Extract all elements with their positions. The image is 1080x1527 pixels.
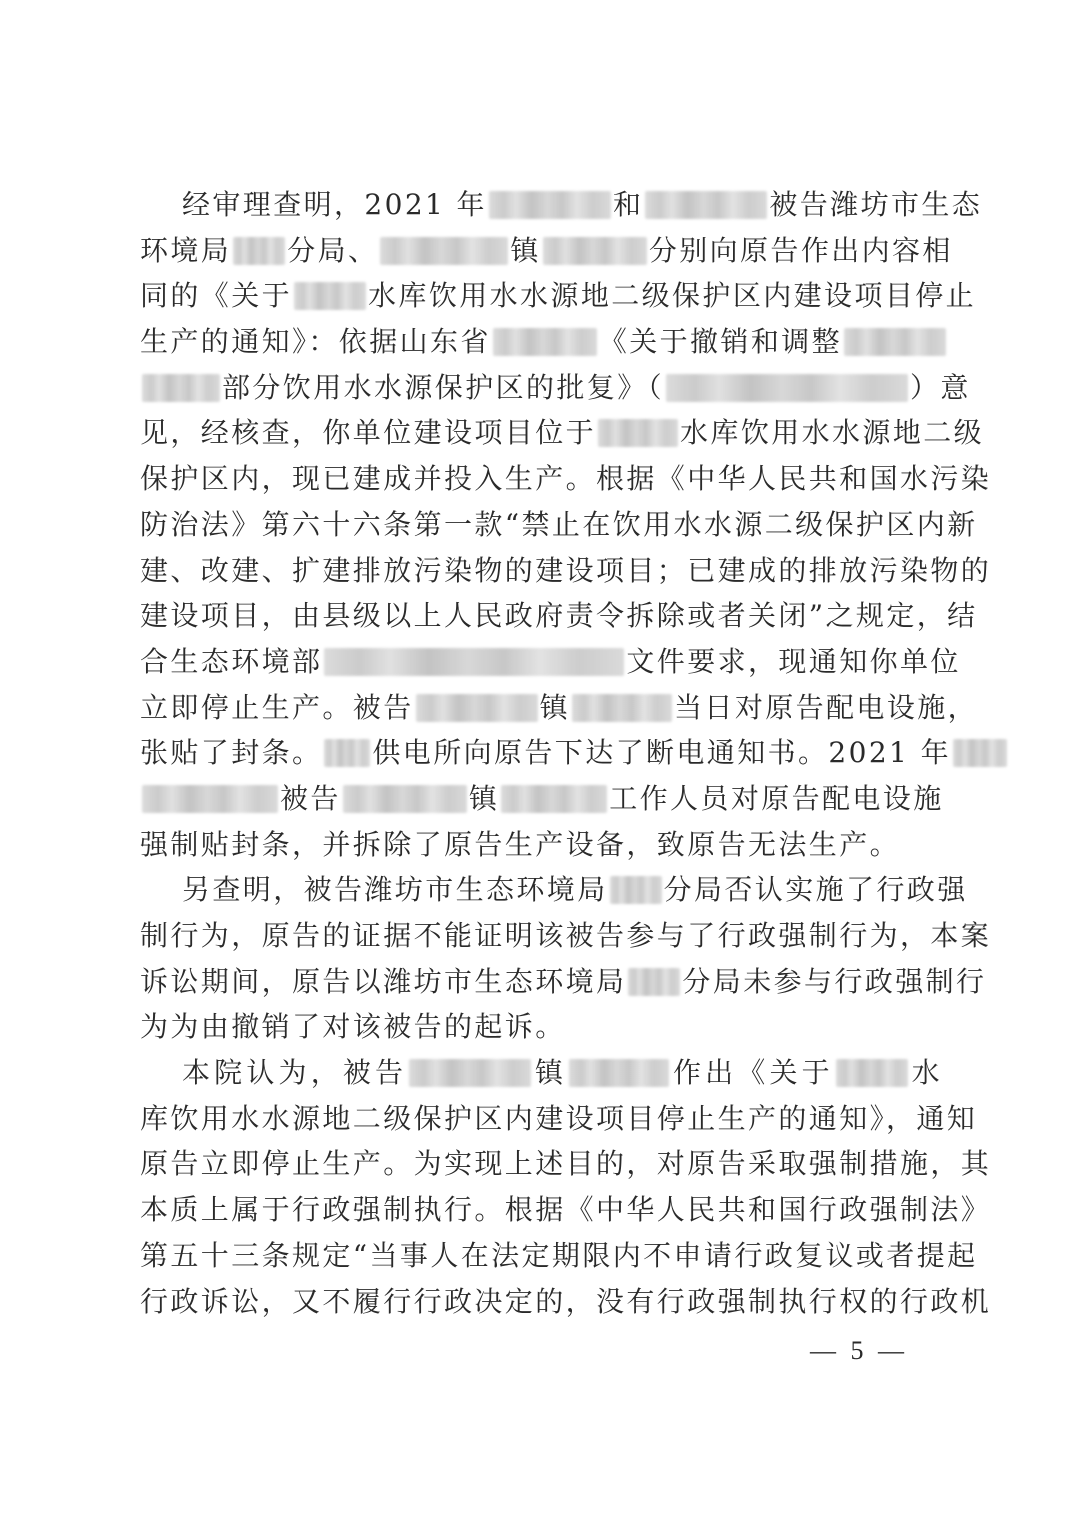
redaction-block <box>645 191 767 219</box>
text-segment: 《关于撤销和调整 <box>598 325 843 359</box>
text-segment: 供电所向原告下达了断电通知书。2021 年 <box>372 736 951 770</box>
text-segment: 立即停止生产。被告 <box>140 690 414 724</box>
text-segment: 另查明，被告潍坊市生态环境局 <box>182 873 608 907</box>
redaction-block <box>610 876 662 904</box>
body-line <box>140 182 983 228</box>
body-line <box>140 502 978 548</box>
text-segment: 分局未参与行政强制行 <box>682 964 987 998</box>
redaction-block <box>142 374 220 402</box>
redaction-block <box>233 237 285 265</box>
text-segment: 部分饮用水水源保护区的批复》（ <box>222 370 665 404</box>
text-segment: 水 <box>909 1056 942 1090</box>
redaction-block <box>489 191 611 219</box>
text-segment: 分局否认实施了行政强 <box>663 873 968 907</box>
redaction-block <box>142 785 278 813</box>
body-line <box>140 1096 978 1142</box>
text-segment: 同的《关于 <box>140 279 293 313</box>
text-segment: 分别向原告作出内容相 <box>648 233 953 267</box>
text-segment: 原告立即停止生产。为实现上述目的，对原告采取强制措施，其 <box>140 1147 992 1181</box>
text-segment: 为为由撤销了对该被告的起诉。 <box>140 1010 566 1044</box>
body-line <box>140 913 992 959</box>
text-segment: 镇 <box>468 781 500 815</box>
text-segment: 诉讼期间，原告以潍坊市生态环境局 <box>140 964 627 998</box>
redaction-block <box>953 739 1007 767</box>
body-line <box>140 1279 992 1325</box>
body-line <box>140 365 971 411</box>
redaction-block <box>343 785 467 813</box>
body-line <box>140 730 951 776</box>
text-segment: 张贴了封条。 <box>140 736 323 770</box>
body-line <box>140 1141 992 1187</box>
text-segment: 分局、 <box>287 233 379 267</box>
redaction-block <box>294 282 366 310</box>
text-segment: 文件要求，现通知你单位 <box>626 644 961 678</box>
redaction-block <box>572 694 672 722</box>
redaction-block <box>666 374 908 402</box>
text-segment: 水库饮用水水源地二级保护区内建设项目停止 <box>368 279 977 313</box>
text-segment: 被告潍坊市生态 <box>769 188 983 221</box>
page-footer <box>0 1334 1080 1368</box>
redaction-block <box>416 694 538 722</box>
text-segment: 本质上属于行政强制执行。根据《中华人民共和国行政强制法》 <box>140 1193 992 1227</box>
redaction-block <box>628 968 680 996</box>
text-segment: 强制贴封条，并拆除了原告生产设备，致原告无法生产。 <box>140 827 901 861</box>
redaction-block <box>501 785 607 813</box>
body-line <box>140 548 992 594</box>
text-segment: 行政诉讼，又不履行行政决定的，没有行政强制执行权的行政机 <box>140 1284 992 1318</box>
text-segment: 经审理查明，2021 年 <box>182 188 487 221</box>
redaction-block <box>493 328 597 356</box>
text-segment: 镇 <box>539 690 571 724</box>
text-segment: 见，经核查，你单位建设项目位于 <box>140 416 597 450</box>
redaction-block <box>324 648 624 676</box>
body-line <box>140 639 961 685</box>
redaction-block <box>569 1059 669 1087</box>
text-segment: 建设项目，由县级以上人民政府责令拆除或者关闭”之规定，结 <box>140 599 978 633</box>
body-line <box>140 1004 942 1050</box>
text-segment: 制行为，原告的证据不能证明该被告参与了行政强制行为，本案 <box>140 919 992 952</box>
text-segment: ）意 <box>910 370 971 404</box>
body-line <box>140 410 985 456</box>
redaction-block <box>324 739 370 767</box>
text-segment: 镇 <box>533 1056 568 1090</box>
body-line <box>140 822 942 868</box>
redaction-block <box>380 237 508 265</box>
body-line <box>140 593 978 639</box>
text-segment: 环境局 <box>140 233 232 267</box>
redaction-block <box>543 237 647 265</box>
body-line <box>140 273 977 319</box>
body-line <box>140 867 968 913</box>
body-line <box>140 228 953 274</box>
text-segment: 防治法》第六十六条第一款“禁止在饮用水水源二级保护区内新 <box>140 507 978 541</box>
body-line <box>140 456 992 502</box>
text-segment: 镇 <box>510 233 541 267</box>
body-line <box>140 959 987 1005</box>
document-body <box>140 182 992 1324</box>
body-line <box>140 776 942 822</box>
redaction-block <box>409 1059 531 1087</box>
redaction-block <box>836 1059 908 1087</box>
text-segment: 生产的通知》：依据山东省 <box>140 325 491 359</box>
text-segment: 当日对原告配电设施， <box>674 690 979 724</box>
text-segment: 被告 <box>280 781 341 815</box>
body-line <box>140 685 979 731</box>
body-line <box>140 1187 992 1233</box>
text-segment: 水库饮用水水源地二级 <box>680 416 985 450</box>
text-segment: 保护区内，现已建成并投入生产。根据《中华人民共和国水污染 <box>140 462 992 496</box>
page-number: — 5 — <box>810 1336 908 1365</box>
text-segment: 和 <box>612 188 644 221</box>
text-segment: 本院认为，被告 <box>182 1056 408 1090</box>
body-line <box>140 1233 978 1279</box>
redaction-block <box>598 419 678 447</box>
text-segment: 作出《关于 <box>671 1056 834 1090</box>
text-segment: 第五十三条规定“当事人在法定期限内不申请行政复议或者提起 <box>140 1238 978 1272</box>
text-segment: 建、改建、扩建排放污染物的建设项目；已建成的排放污染物的 <box>140 553 992 587</box>
text-segment: 库饮用水水源地二级保护区内建设项目停止生产的通知》，通知 <box>140 1101 978 1135</box>
body-line <box>140 1050 942 1096</box>
redaction-block <box>844 328 946 356</box>
text-segment: 工作人员对原告配电设施 <box>609 781 944 815</box>
text-segment: 合生态环境部 <box>140 644 323 678</box>
body-line <box>140 319 942 365</box>
